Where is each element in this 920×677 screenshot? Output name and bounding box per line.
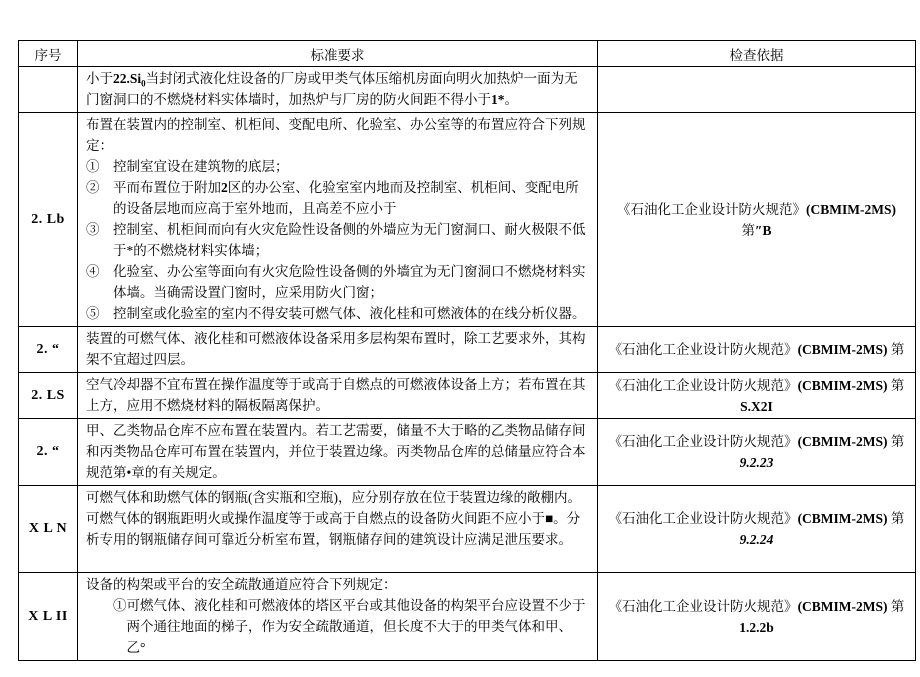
row-id-cell: X L N [19, 486, 78, 573]
text-segment: 2 [221, 180, 228, 195]
text-segment: (CBMIM-2MS) [797, 434, 888, 449]
standards-table [18, 40, 916, 661]
text-segment: 1.2.2b [739, 619, 774, 635]
table-row [19, 327, 916, 373]
text-segment: 第 [887, 342, 905, 357]
table-header [19, 41, 916, 67]
table-row [19, 419, 916, 486]
requirement-cell [78, 373, 598, 419]
row-id-cell: 2. “ [19, 419, 78, 486]
basis-cell [598, 573, 916, 661]
requirement-cell [78, 486, 598, 573]
text-segment: ① 控制室宜设在建筑物的底层； [86, 159, 289, 174]
text-segment: 当封闭式液化炷设备的厂房或甲类气体压缩机房面向明火加热炉一面为无门窗洞口的不燃烧材料实体墙时，加热炉与厂房的防火间距不得小于 [86, 71, 578, 107]
basis-line [602, 220, 911, 241]
text-segment: 第 [887, 434, 905, 449]
basis-line [602, 339, 911, 360]
text-segment: ″B [755, 222, 772, 238]
basis-cell [598, 67, 916, 113]
requirement-paragraph [86, 68, 589, 110]
row-id-cell: 2. LS [19, 373, 78, 419]
text-segment: 第 [741, 222, 756, 238]
text-segment: ③ 控制室、机柜间而向有火灾危险性设备侧的外墙应为无门窗洞口、耐火极限不低于*的不燃烧材料实体墙； [86, 222, 586, 258]
text-segment: 《石油化工企业设计防火规范》 [608, 598, 798, 614]
text-segment: 小于 [86, 71, 113, 86]
requirement-cell [78, 113, 598, 327]
table-row [19, 373, 916, 419]
requirement-paragraph [86, 156, 589, 177]
requirement-paragraph [86, 219, 589, 261]
text-segment: ④ 化验室、办公室等面向有火灾危险性设备侧的外墙宜为无门窗洞口不燃烧材料实体墙。当确需设置门窗时，应采用防火门窗； [86, 264, 586, 300]
requirement-paragraph [86, 303, 589, 324]
text-segment: ①可燃气体、液化桂和可燃液体的塔区平台或其他设备的构架平台应设置不少于两个通往地面的梯子，作为安全疏散通道，但长度不大于的甲类气体和甲、乙° [113, 598, 586, 655]
requirement-paragraph [86, 328, 589, 370]
text-segment: 第 [887, 598, 905, 614]
basis-cell [598, 419, 916, 486]
requirement-paragraph [86, 574, 589, 595]
requirement-cell [78, 419, 598, 486]
text-segment: 装置的可燃气体、液化桂和可燃液体设备采用多层构架布置时，除工艺要求外，其构架不宜超过四层。 [86, 331, 586, 367]
row-id-cell: 2. Lb [19, 113, 78, 327]
text-segment: (CBMIM-2MS) [797, 377, 888, 393]
row-id-cell: X L II [19, 573, 78, 661]
text-segment: 《石油化工企业设计防火规范》 [608, 342, 798, 357]
text-segment: 第 [887, 377, 905, 393]
text-segment: 《石油化工企业设计防火规范》 [608, 377, 798, 393]
text-segment: 设备的构架或平台的安全疏散通道应符合下列规定： [86, 577, 397, 592]
table-row [19, 67, 916, 113]
requirement-paragraph [86, 114, 589, 156]
basis-line [602, 375, 911, 396]
basis-line [602, 529, 911, 550]
text-segment: 22.Si [113, 71, 142, 86]
basis-line [602, 508, 911, 529]
basis-line [602, 396, 911, 417]
basis-cell [598, 486, 916, 573]
basis-line [602, 431, 911, 452]
text-segment: 区的办公室、化验室室内地而及控制室、机柜间、变配电所的设备层地而应高于室外地而，且高差不应小于 [113, 180, 579, 216]
requirement-paragraph [86, 595, 589, 658]
text-segment: 可燃气体和助燃气体的钢瓶(含实瓶和空瓶)，应分别存放在位于装置边缘的敞棚内。可燃气体的钢瓶距明火或操作温度等于或高于自燃点的设备防火间距不应小于■。分析专用的钢瓶储存间可靠近分析室布置，钢瓶储存间的建筑设计应满足泄压要求。 [86, 490, 581, 547]
text-segment: 。 [504, 92, 518, 107]
header-cell-requirement: 标准要求 [78, 41, 598, 67]
text-segment: 甲、乙类物品仓库不应布置在装置内。若工艺需要，储量不大于略的乙类物品储存间和丙类物品仓库可布置在装置内，并位于装置边缘。丙类物品仓库的总储量应符合本规范第•章的有关规定。 [86, 423, 586, 480]
row-id-cell [19, 67, 78, 113]
header-row [19, 41, 916, 67]
basis-cell [598, 327, 916, 373]
requirement-cell [78, 67, 598, 113]
text-segment: 9.2.24 [739, 532, 774, 547]
table-row [19, 486, 916, 573]
text-segment: 第 [887, 511, 905, 526]
basis-cell [598, 113, 916, 327]
basis-line [602, 199, 911, 220]
table-row [19, 113, 916, 327]
row-id-cell: 2. “ [19, 327, 78, 373]
text-segment: (CBMIM-2MS) [797, 598, 888, 614]
text-segment: 布置在装置内的控制室、机柜间、变配电所、化验室、办公室等的布置应符合下列规定： [86, 117, 586, 153]
basis-line [602, 452, 911, 473]
requirement-cell [78, 573, 598, 661]
header-cell-basis: 检查依据 [598, 41, 916, 67]
table-body [19, 67, 916, 661]
text-segment: 1* [491, 92, 505, 107]
requirement-paragraph [86, 261, 589, 303]
text-segment: (CBMIM-2MS) [806, 201, 896, 217]
text-segment: 《石油化工企业设计防火规范》 [617, 201, 806, 217]
requirement-paragraph [86, 420, 589, 483]
text-segment: 空气冷却器不宜布置在操作温度等于或高于自燃点的可燃液体设备上方；若布置在其上方，应用不燃烧材料的隔板隔离保护。 [86, 377, 586, 413]
requirement-cell [78, 327, 598, 373]
text-segment: 0 [141, 78, 146, 89]
basis-line [602, 617, 911, 638]
text-segment: ⑤ 控制室或化验室的室内不得安装可燃气体、液化桂和可燃液体的在线分析仪器。 [86, 306, 586, 321]
text-segment: (CBMIM-2MS) [797, 342, 888, 357]
requirement-paragraph [86, 177, 589, 219]
requirement-paragraph [86, 374, 589, 416]
requirement-paragraph [86, 487, 589, 550]
text-segment: 9.2.23 [739, 455, 774, 470]
text-segment: 《石油化工企业设计防火规范》 [608, 434, 798, 449]
table-row [19, 573, 916, 661]
text-segment: 《石油化工企业设计防火规范》 [608, 511, 798, 526]
text-segment: (CBMIM-2MS) [797, 511, 888, 526]
basis-cell [598, 373, 916, 419]
text-segment: S.X2I [740, 398, 773, 414]
header-cell-number: 序号 [19, 41, 78, 67]
basis-line [602, 596, 911, 617]
text-segment: ② 平而布置位于附加 [86, 180, 221, 195]
